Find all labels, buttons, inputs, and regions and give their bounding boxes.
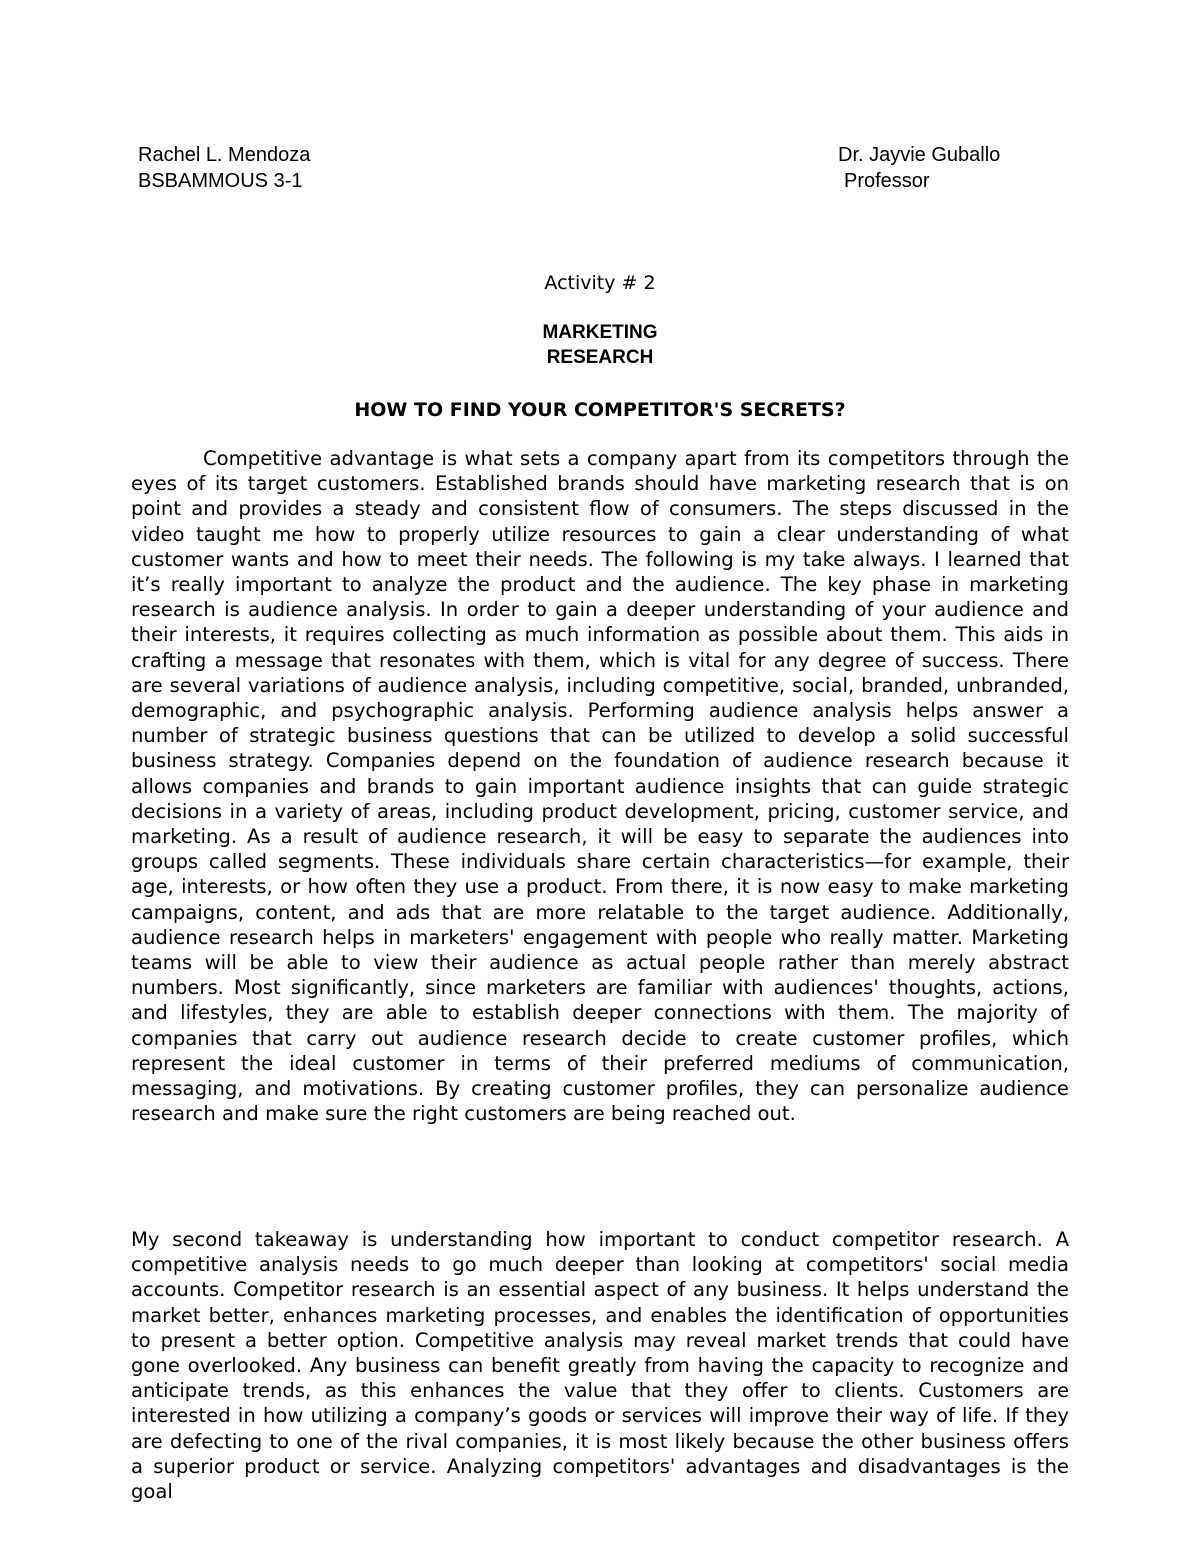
subject-line-1: MARKETING [542,322,658,343]
student-info [138,142,310,194]
activity-label: Activity # 2 [544,272,656,294]
essay-heading: HOW TO FIND YOUR COMPETITOR'S SECRETS? [354,399,846,421]
student-name: Rachel L. Mendoza [138,144,311,166]
subject-line-2: RESEARCH [546,347,654,368]
paragraph-2: My second takeaway is understanding how important to conduct competitor research. A competitive analysis needs to go much deeper than looking at competitors' social media accounts. Competitor research is an essential aspect of any business. It helps understand the market better, enhances marketing processes, and enables the identification of opportunities to present a better option. Competitive analysis may reveal market trends that could have gone overlooked. Any business can benefit greatly from having the capacity to recognize and anticipate trends, as this enhances the value that they offer to clients. Customers are interested in how utilizing a company’s goods or services will improve their way of life. If they are defecting to one of the rival companies, it is most likely because the other business offers a superior product or service. Analyzing competitors' advantages and disadvantages is the goal [131,1228,1069,1504]
subject-title [0,320,1200,370]
paragraph-1: Competitive advantage is what sets a company apart from its competitors through the eyes of its target customers. Established brands should have marketing research that is on point and provides a steady and consistent flow of consumers. The steps discussed in the video taught me how to properly utilize resources to gain a clear understanding of what customer wants and how to meet their needs. The following is my take always. I learned that it’s really important to analyze the product and the audience. The key phase in marketing research is audience analysis. In order to gain a deeper understanding of your audience and their interests, it requires collecting as much information as possible about them. This aids in crafting a message that resonates with them, which is vital for any degree of success. There are several variations of audience analysis, including competitive, social, branded, unbranded, demographic, and psychographic analysis. Performing audience analysis helps answer a number of strategic business questions that can be utilized to develop a solid successful business strategy. Companies depend on the foundation of audience research because it allows companies and brands to gain important audience insights that can guide strategic decisions in a variety of areas, including product development, pricing, customer service, and marketing. As a result of audience research, it will be easy to separate the audiences into groups called segments. These individuals share certain characteristics—for example, their age, interests, or how often they use a product. From there, it is now easy to make marketing campaigns, content, and ads that are more relatable to the target audience. Additionally, audience research helps in marketers' engagement with people who really matter. Marketing teams will be able to view their audience as actual people rather than merely abstract numbers. Most significantly, since marketers are familiar with audiences' thoughts, actions, and lifestyles, they are able to establish deeper connections with them. The majority of companies that carry out audience research decide to create customer profiles, which represent the ideal customer in terms of their preferred mediums of communication, messaging, and motivations. By creating customer profiles, they can personalize audience research and make sure the right customers are being reached out. [131,447,1069,1126]
professor-title: Professor [844,170,930,192]
professor-info [838,142,1000,194]
professor-name: Dr. Jayvie Guballo [838,144,1001,166]
student-section: BSBAMMOUS 3-1 [138,170,303,192]
